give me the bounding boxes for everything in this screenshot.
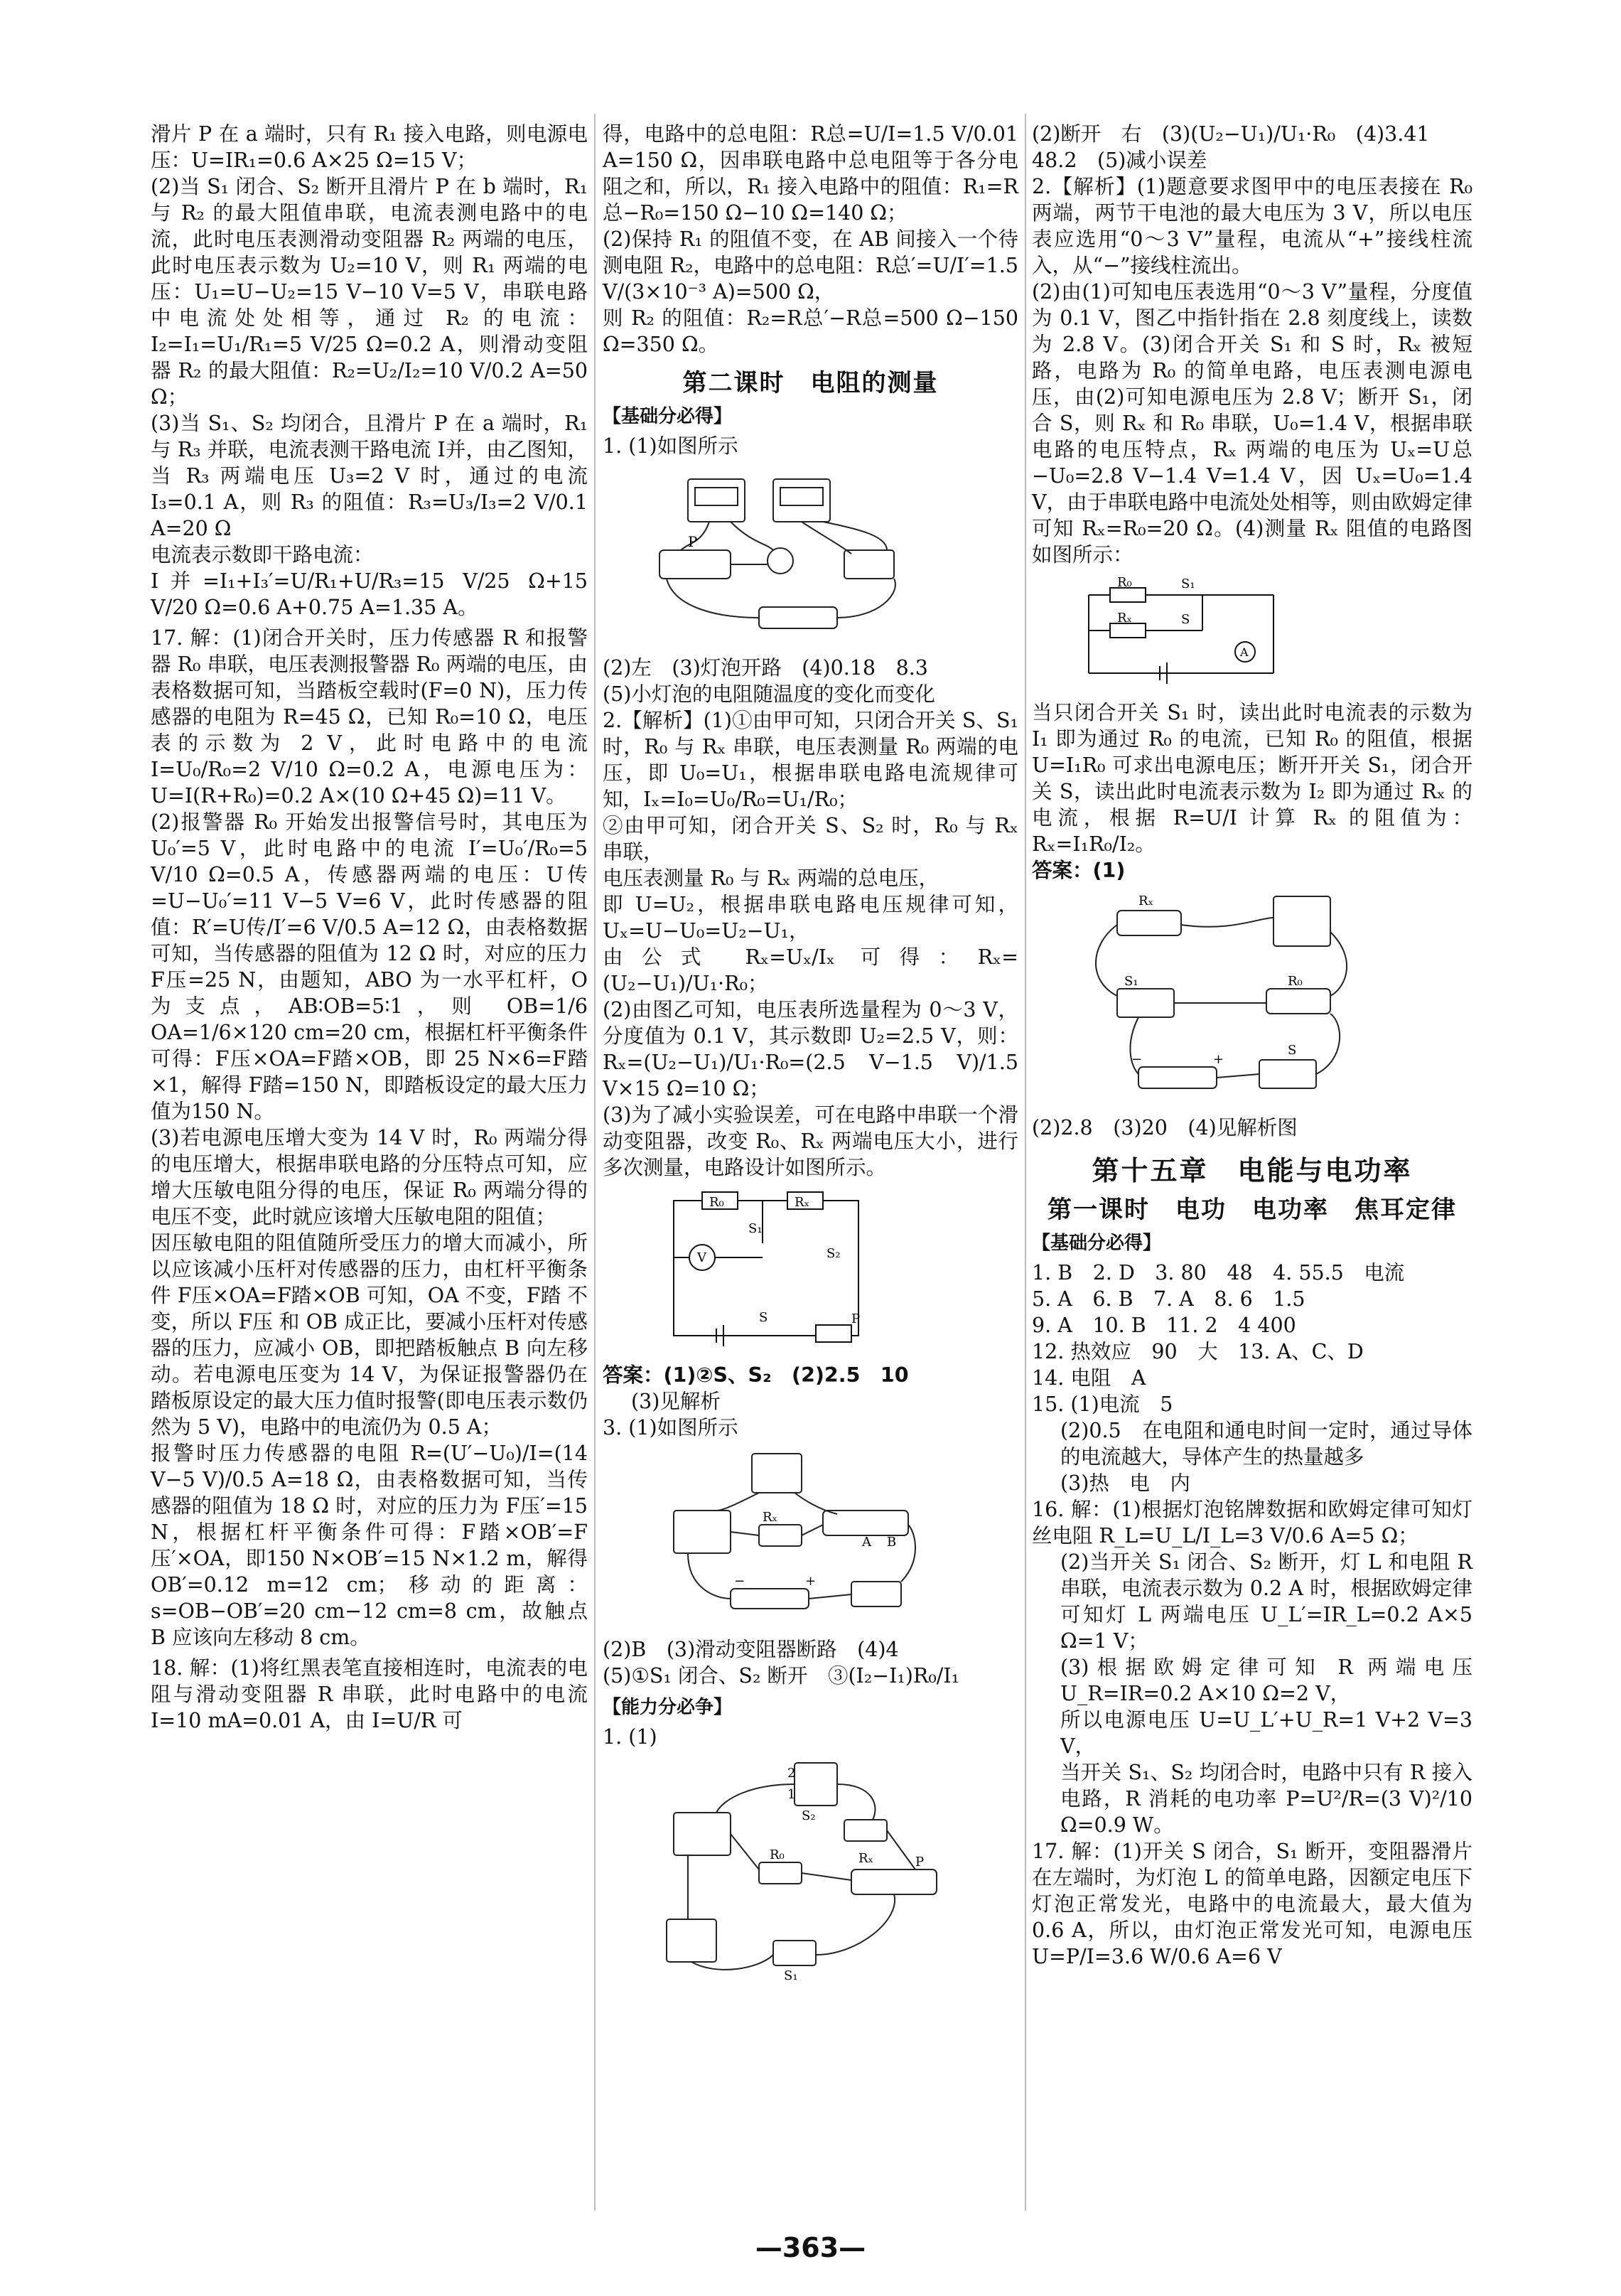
paragraph: (2)当 S₁ 闭合、S₂ 断开且滑片 P 在 b 端时，R₁ 与 R₂ 的最大阻值串联，电流表测电路中的电流，此时电压表测滑动变阻器 R₂ 两端的电压，此时电压表示数为 U₂=10 V，则 R₁ 两端的电压：U₁=U−U₂=15 V−10 V=5 V，串联电路中电流处处相等，通过 R₂ 的电流：I₂=I₁=U₁/R₁=5 V/25 Ω=0.2 A，则滑动变阻器 R₂ 的最大阻值：R₂=U₂/I₂=10 V/0.2 A=50 Ω；	[151, 175, 588, 409]
answer-row: 5. A 6. B 7. A 8. 6 1.5	[1032, 1287, 1305, 1311]
paragraph: (2)当开关 S₁ 闭合、S₂ 断开，灯 L 和电阻 R 串联，电流表示数为 0.2 A 时，根据欧姆定律可知灯 L 两端电压 U_L′=IR_L=0.2 A×5 Ω=1 V；	[1060, 1550, 1472, 1653]
section-header: 【基础分必得】	[1032, 1233, 1162, 1254]
question-1: 1. (1)如图所示	[603, 434, 738, 458]
answer-row: 1. B 2. D 3. 80 48 4. 55.5 电流	[1032, 1261, 1405, 1284]
circuit-diagram-2	[645, 1186, 887, 1350]
chapter-title: 第十五章 电能与电功率	[1092, 1155, 1413, 1186]
answer-line: (5)小灯泡的电阻随温度的变化而变化	[603, 682, 935, 706]
answer-line: (2)左 (3)灯泡开路 (4)0.18 8.3	[603, 656, 928, 680]
answer-line: (2)B (3)滑动变阻器断路 (4)4	[603, 1638, 899, 1661]
paragraph: (3)根据欧姆定律可知 R 两端电压 U_R=IR=0.2 A×10 Ω=2 V，	[1060, 1656, 1472, 1705]
label-minus: −	[1131, 1052, 1143, 1067]
paragraph: 即 U=U₂，根据串联电路电压规律可知，Uₓ=U−U₀=U₂−U₁，	[603, 893, 1018, 943]
question-2: 2.【解析】(1)题意要求图甲中的电压表接在 R₀ 两端，两节干电池的最大电压为 3 V，所以电压表应选用“0～3 V”量程，电流从“+”接线柱流入，从“−”接线柱流出。	[1032, 175, 1472, 277]
paragraph: 由公式 Rₓ=Uₓ/Iₓ 可得：Rₓ=(U₂−U₁)/U₁·R₀；	[603, 945, 1018, 995]
paragraph: 则 R₂ 的阻值：R₂=R总′−R总=500 Ω−150 Ω=350 Ω。	[603, 306, 1018, 356]
answer-row: (3)热 电 内	[1060, 1471, 1190, 1495]
answer-line	[1032, 857, 1472, 884]
paragraph: I并=I₁+I₃′=U/R₁+U/R₃=15 V/25 Ω+15 V/20 Ω=0.6 A+0.75 A=1.35 A。	[151, 569, 588, 619]
question-2: 2.【解析】(1)①由甲可知，只闭合开关 S、S₁ 时，R₀ 与 Rₓ 串联，电压表测量 R₀ 两端的电压，即 U₀=U₁，根据串联电路电流规律可知，Iₓ=I₀=U₀/R₀=U₁/R₀；	[603, 709, 1018, 811]
paragraph: (2)报警器 R₀ 开始发出报警信号时，其电压为 U₀′=5 V，此时电路中的电流 I′=U₀′/R₀=5 V/10 Ω=0.5 A，传感器两端的电压：U传=U−U₀′=11 V−5 V=6 V，此时传感器的阻值：R′=U传/I′=6 V/0.5 A=12 Ω，由表格数据可知，当传感器的阻值为 12 Ω 时，对应的压力 F压=25 N，由题知，ABO 为一水平杠杆，O 为支点，AB∶OB=5∶1，则 OB=1/6 OA=1/6×120 cm=20 cm，根据杠杆平衡条件可得：F压×OA=F踏×OB，即 25 N×6=F踏×1，解得 F踏=150 N，即踏板设定的最大压力值为150 N。	[151, 810, 588, 1123]
label-s1: S₁	[1124, 974, 1138, 989]
label-r0: R₀	[1288, 974, 1303, 989]
paragraph: (2)由图乙可知，电压表所选量程为 0～3 V，分度值为 0.1 V，其示数即 U₂=2.5 V，则：Rₓ=(U₂−U₁)/U₁·R₀=(2.5 V−1.5 V)/1.5 V×15 Ω=10 Ω；	[603, 998, 1018, 1100]
column-1	[151, 121, 588, 1734]
answer-line: (3)见解析	[631, 1390, 721, 1413]
label-s2: S₂	[802, 1808, 816, 1823]
label-1: 1	[787, 1787, 796, 1802]
answer-row: 14. 电阻 A	[1032, 1366, 1146, 1390]
paragraph: 滑片 P 在 a 端时，只有 R₁ 接入电路，则电源电压：U=IR₁=0.6 A×25 Ω=15 V；	[151, 122, 588, 172]
label-s1: S₁	[748, 1221, 763, 1236]
label-rx: Rₓ	[858, 1851, 874, 1866]
paragraph: (3)若电源电压增大变为 14 V 时，R₀ 两端分得的电压增大，根据串联电路的分压特点可知，应增大压敏电阻分得的电压，保证 R₀ 两端分得的电压不变，此时就应该增大压敏电阻的阻值；	[151, 1126, 588, 1228]
label-a: A	[862, 1535, 871, 1550]
label-r0: R₀	[709, 1195, 724, 1210]
label-v: V	[697, 1250, 706, 1265]
paragraph: (2)保持 R₁ 的阻值不变，在 AB 间接入一个待测电阻 R₂，电路中的总电阻：R总′=U/I′=1.5 V/(3×10⁻³ A)=500 Ω，	[603, 227, 1018, 304]
answer-row: 15. (1)电流 5	[1032, 1393, 1173, 1416]
page-number: —363—	[755, 2232, 866, 2263]
section-header: 【能力分必争】	[603, 1697, 733, 1718]
answer-row: (2)0.5 在电阻和通电时间一定时，通过导体的电流越大，导体产生的热量越多	[1060, 1419, 1472, 1469]
paragraph: 报警时压力传感器的电阻 R=(U′−U₀)/I=(14 V−5 V)/0.5 A=18 Ω，由表格数据可知，当传感器的阻值为 18 Ω 时，对应的压力为 F压′=15 N，根据杠杆平衡条件可得：F踏×OB′=F压′×OA，即150 N×OB′=15 N×1.2 m，解得 OB′=0.12 m=12 cm；移动的距离：s=OB−OB′=20 cm−12 cm=8 cm，故触点 B 应该向左移动 8 cm。	[151, 1442, 588, 1649]
label-s: S	[1288, 1043, 1297, 1058]
label-rx: Rₓ	[1117, 611, 1133, 626]
question-3: 3. (1)如图所示	[603, 1416, 738, 1439]
label-p: P	[851, 1311, 861, 1326]
circuit-diagram-rx	[1075, 574, 1288, 687]
label-s: S	[1181, 612, 1190, 627]
column-2	[603, 121, 1018, 1995]
question-18: 18. 解：(1)将红黑表笔直接相连时，电流表的电阻与滑动变阻器 R 串联，此时电路中的电流 I=10 mA=0.01 A，由 I=U/R 可	[151, 1656, 588, 1732]
column-divider-2	[1025, 114, 1026, 2211]
label-s1: S₁	[1181, 576, 1195, 591]
label-r0: R₀	[770, 1847, 785, 1862]
answer-line: (5)①S₁ 闭合、S₂ 断开 ③(I₂−I₁)R₀/I₁	[603, 1664, 960, 1688]
answer-row: 9. A 10. B 11. 2 4 400	[1032, 1314, 1296, 1337]
label-a: A	[1240, 645, 1249, 659]
label-rx: Rₓ	[763, 1510, 778, 1525]
paragraph: 电压表测量 R₀ 与 Rₓ 两端的总电压，	[603, 867, 939, 890]
label-plus: +	[1213, 1052, 1224, 1067]
label-s1: S₁	[784, 1968, 798, 1983]
circuit-figure-5	[1075, 889, 1373, 1103]
question-1: 1. (1)	[603, 1725, 657, 1749]
circuit-figure-1	[645, 465, 944, 643]
label-b: B	[887, 1535, 897, 1550]
paragraph: 电流表示数即干路电流：	[151, 543, 374, 567]
lesson-title: 第一课时 电功 电功率 焦耳定律	[1048, 1196, 1457, 1224]
label-r0: R₀	[1117, 575, 1132, 590]
column-divider-1	[594, 114, 596, 2211]
question-16: 16. 解：(1)根据灯泡铭牌数据和欧姆定律可知灯丝电阻 R_L=U_L/I_L=3 V/0.6 A=5 Ω；	[1032, 1498, 1472, 1547]
label-p: P	[915, 1855, 925, 1869]
answer-row: 12. 热效应 90 大 13. A、C、D	[1032, 1340, 1364, 1363]
answer-label: 答案：(1)	[1032, 859, 1126, 882]
label-plus: +	[805, 1574, 817, 1589]
label-rx: Rₓ	[795, 1195, 810, 1210]
circuit-figure-3	[645, 1447, 944, 1624]
label-minus: −	[734, 1574, 745, 1589]
answer-line: 48.2 (5)减小误差	[1032, 149, 1207, 172]
paragraph: 所以电源电压 U=U_L′+U_R=1 V+2 V=3 V，	[1060, 1708, 1472, 1758]
label-2: 2	[787, 1766, 796, 1781]
answer-line: (2)断开 右 (3)(U₂−U₁)/U₁·R₀ (4)3.41	[1032, 122, 1430, 146]
label-s: S	[759, 1310, 768, 1325]
label-rx: Rₓ	[1138, 894, 1154, 908]
answer-text: 答案：(1)②S、S₂ (2)2.5 10	[603, 1363, 909, 1387]
paragraph: (3)为了减小实验误差，可在电路中串联一个滑动变阻器，改变 R₀、Rₓ 两端电压大小，进行多次测量，电路设计如图所示。	[603, 1103, 1018, 1179]
question-17: 17. 解：(1)开关 S 闭合，S₁ 断开，变阻器滑片在左端时，为灯泡 L 的简单电路，因额定电压下灯泡正常发光，电路中的电流最大，最大值为 0.6 A，所以，由灯泡正常发光可知，电源电压 U=P/I=3.6 W/0.6 A=6 V	[1032, 1840, 1472, 1968]
lesson-title: 第二课时 电阻的测量	[682, 369, 939, 397]
paragraph: (2)由(1)可知电压表选用“0～3 V”量程，分度值为 0.1 V，图乙中指针指在 2.8 刻度线上，读数为 2.8 V。(3)闭合开关 S₁ 和 S 时，Rₓ 被短路，电路为 R₀ 的简单电路，电压表测电源电压，由(2)可知电源电压为 2.8 V；断开 S₁，闭合 S，则 Rₓ 和 R₀ 串联，U₀=1.4 V，根据串联电路的电压特点，Rₓ 两端的电压为 Uₓ=U总−U₀=2.8 V−1.4 V=1.4 V，因 Uₓ=U₀=1.4 V，由于串联电路中电流处处相等，则由欧姆定律可知 Rₓ=R₀=20 Ω。(4)测量 Rₓ 阻值的电路图如图所示：	[1032, 280, 1472, 567]
label-s2: S₂	[826, 1246, 841, 1261]
label-p: P	[688, 533, 698, 550]
paragraph: 当开关 S₁、S₂ 均闭合时，电路中只有 R 接入电路，R 消耗的电功率 P=U²/R=(3 V)²/10 Ω=0.9 W。	[1060, 1761, 1472, 1837]
answer-line	[603, 1362, 1018, 1388]
answer-line: (2)2.8 (3)20 (4)见解析图	[1032, 1116, 1298, 1139]
paragraph: 因压敏电阻的阻值随所受压力的增大而减小，所以应该减小压杆对传感器的压力，由杠杆平衡条件 F压×OA=F踏×OB 可知，OA 不变，F踏 不变，所以 F压 和 OB 成正比，要减小压杆对传感器的压力，应减小 OB，即把踏板触点 B 向左移动。若电源电压变为 14 V，为保证报警器仍在踏板原设定的最大压力值时报警(即电压表示数仍然为 5 V)，电路中的电流仍为 0.5 A；	[151, 1231, 588, 1439]
paragraph: (3)当 S₁、S₂ 均闭合，且滑片 P 在 a 端时，R₁ 与 R₃ 并联，电流表测干路电流 I并，由乙图知，当 R₃ 两端电压 U₃=2 V 时，通过的电流 I₃=0.1 A，则 R₃ 的阻值：R₃=U₃/I₃=2 V/0.1 A=20 Ω	[151, 412, 588, 540]
paragraph: ②由甲可知，闭合开关 S、S₂ 时，R₀ 与 Rₓ 串联，	[603, 814, 1018, 864]
section-header: 【基础分必得】	[603, 406, 733, 427]
question-17: 17. 解：(1)闭合开关时，压力传感器 R 和报警器 R₀ 串联，电压表测报警器 R₀ 两端的电压，由表格数据可知，当踏板空载时(F=0 N)，压力传感器的电阻为 R=45 Ω，已知 R₀=10 Ω，电压表的示数为 2 V，此时电路中的电流 I=U₀/R₀=2 V/10 Ω=0.2 A，电源电压为：U=I(R+R₀)=0.2 A×(10 Ω+45 Ω)=11 V。	[151, 626, 588, 808]
circuit-figure-4	[645, 1756, 958, 1983]
paragraph: 当只闭合开关 S₁ 时，读出此时电流表的示数为 I₁ 即为通过 R₀ 的电流，已知 R₀ 的阻值，根据 U=I₁R₀ 可求出电源电压；断开开关 S₁，闭合开关 S，读出此时电流表示数为 I₂ 即为通过 Rₓ 的电流，根据 R=U/I 计算 Rₓ 的阻值为：Rₓ=I₁R₀/I₂。	[1032, 701, 1472, 856]
column-3	[1032, 121, 1472, 1970]
paragraph: 得，电路中的总电阻：R总=U/I=1.5 V/0.01 A=150 Ω，因串联电路中总电阻等于各分电阻之和，所以，R₁ 接入电路中的阻值：R₁=R总−R₀=150 Ω−10 Ω=140 Ω；	[603, 122, 1018, 225]
